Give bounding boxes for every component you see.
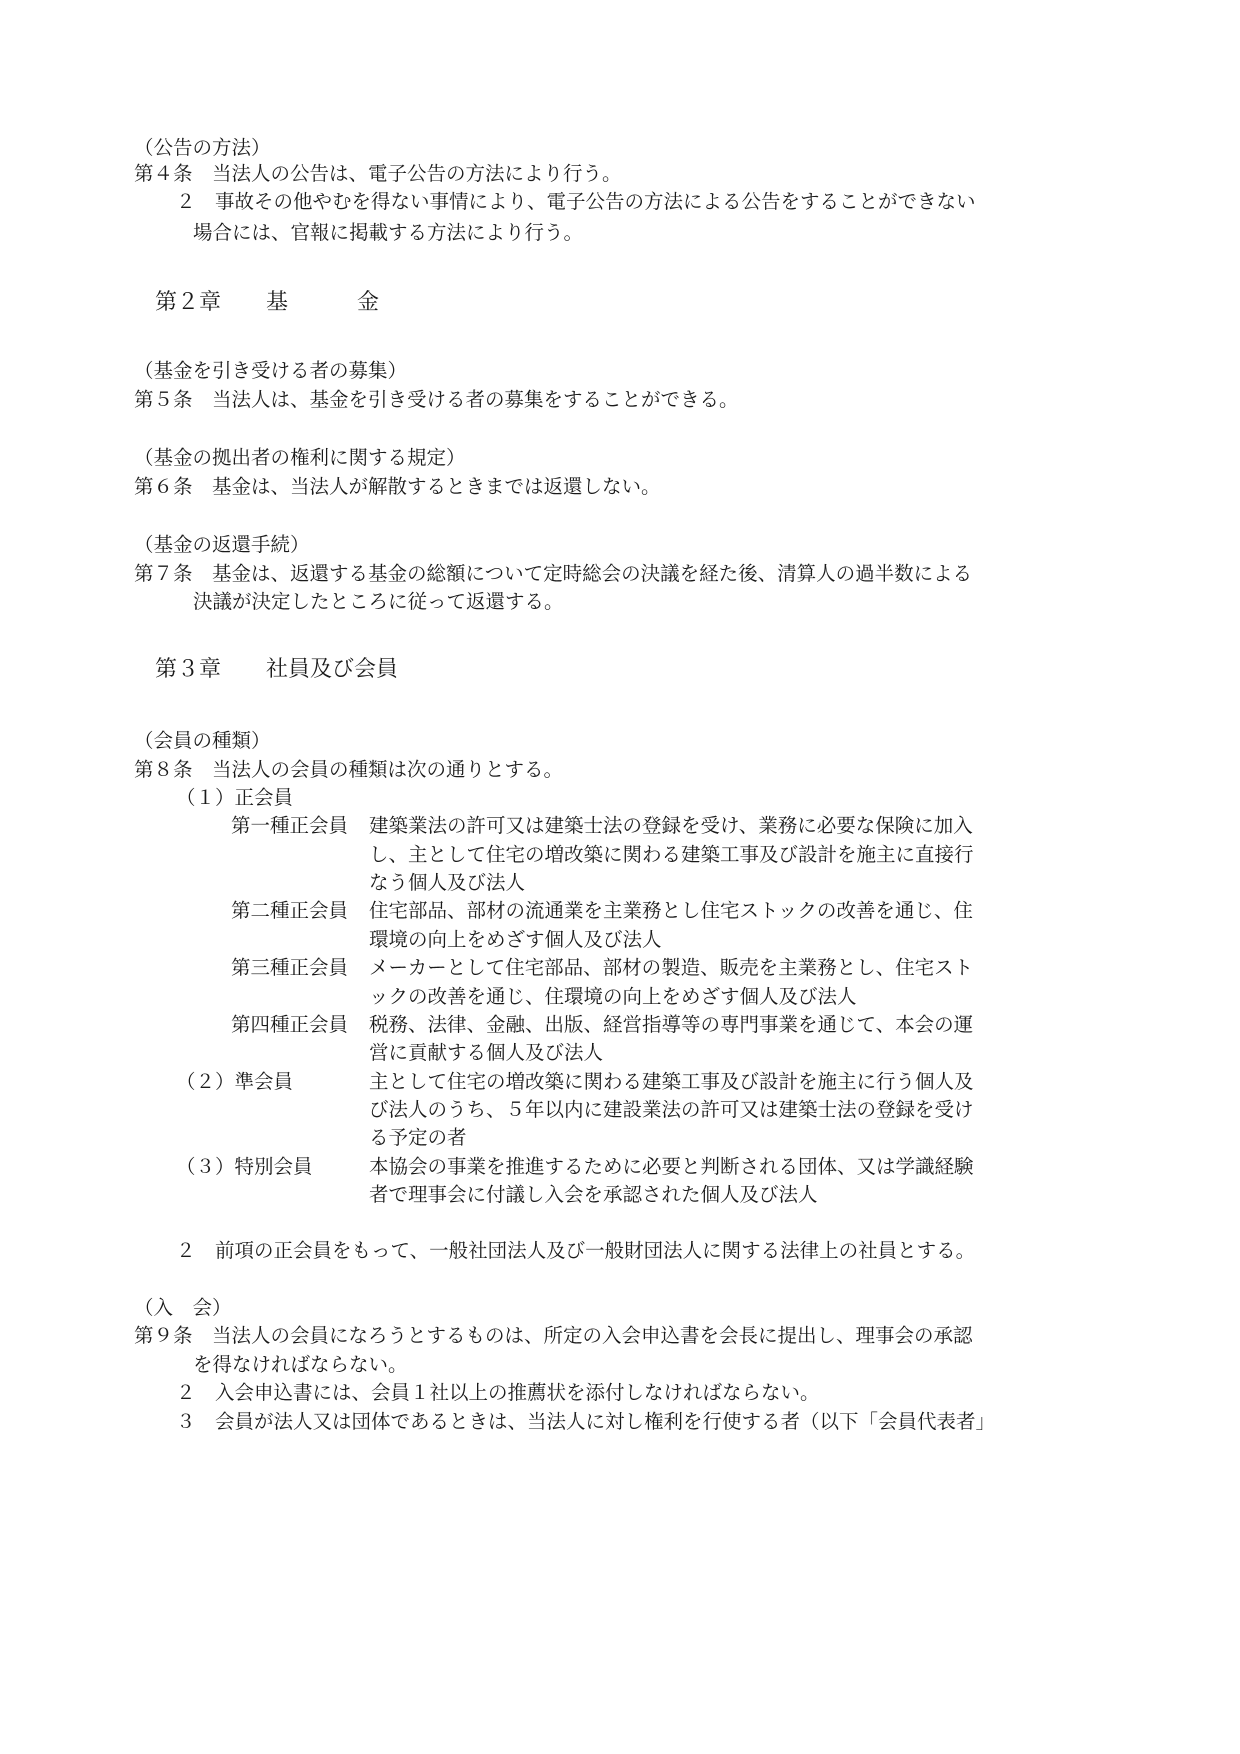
article-8-heading: （会員の種類）	[134, 729, 271, 752]
article-5-line-1: 第５条 当法人は、基金を引き受ける者の募集をすることができる。	[134, 388, 739, 411]
member-type-2-label: 第二種正会員	[231, 899, 349, 922]
member-type-1-label: 第一種正会員	[231, 814, 349, 837]
member-type-4-desc-line-2: 営に貢献する個人及び法人	[369, 1041, 604, 1064]
article-9-para-2: ２ 入会申込書には、会員１社以上の推薦状を添付しなければならない。	[176, 1381, 820, 1404]
member-type-1-desc-line-1: 建築業法の許可又は建築士法の登録を受け、業務に必要な保険に加入	[369, 814, 973, 837]
item-2-desc-line-1: 主として住宅の増改築に関わる建築工事及び設計を施主に行う個人及	[369, 1070, 974, 1093]
member-type-1-desc-line-2: し、主として住宅の増改築に関わる建築工事及び設計を施主に直接行	[369, 843, 974, 866]
item-3-desc-line-1: 本協会の事業を推進するために必要と判断される団体、又は学識経験	[369, 1155, 974, 1178]
article-8-para-2: ２ 前項の正会員をもって、一般社団法人及び一般財団法人に関する法律上の社員とする。	[176, 1239, 976, 1262]
member-type-2-desc-line-2: 環境の向上をめざす個人及び法人	[369, 928, 662, 951]
chapter-2-title-char-2: 金	[357, 290, 380, 315]
chapter-2-title-char-1: 基	[266, 290, 289, 315]
article-4-heading: （公告の方法）	[134, 136, 271, 159]
member-type-3-desc-line-1: メーカーとして住宅部品、部材の製造、販売を主業務とし、住宅スト	[369, 956, 974, 979]
item-2-label: （２）準会員	[176, 1070, 294, 1093]
member-type-4-label: 第四種正会員	[231, 1013, 349, 1036]
member-type-1-desc-line-3: なう個人及び法人	[369, 871, 526, 894]
article-9-heading: （入 会）	[134, 1296, 232, 1319]
item-3-label: （３）特別会員	[176, 1155, 313, 1178]
member-type-4-desc-line-1: 税務、法律、金融、出版、経営指導等の専門事業を通じて、本会の運	[369, 1013, 974, 1036]
article-8-line-1: 第８条 当法人の会員の種類は次の通りとする。	[134, 758, 564, 781]
member-type-3-desc-line-2: ックの改善を通じ、住環境の向上をめざす個人及び法人	[369, 985, 857, 1008]
article-5-heading: （基金を引き受ける者の募集）	[134, 359, 408, 382]
article-9-line-2: を得なければならない。	[193, 1353, 408, 1376]
member-type-2-desc-line-1: 住宅部品、部材の流通業を主業務とし住宅ストックの改善を通じ、住	[369, 899, 973, 922]
article-6-heading: （基金の拠出者の権利に関する規定）	[134, 446, 466, 469]
article-9-para-3: ３ 会員が法人又は団体であるときは、当法人に対し権利を行使する者（以下「会員代表者」	[176, 1410, 996, 1433]
article-7-line-1: 第７条 基金は、返還する基金の総額について定時総会の決議を経た後、清算人の過半数による	[134, 562, 973, 585]
article-4-line-1: 第４条 当法人の公告は、電子公告の方法により行う。	[134, 162, 622, 185]
item-1-label: （１）正会員	[176, 786, 294, 809]
chapter-3-title: 社員及び会員	[266, 657, 399, 682]
article-4-para-2-line-1: ２ 事故その他やむを得ない事情により、電子公告の方法による公告をすることができない	[176, 190, 976, 213]
article-4-para-2-line-2: 場合には、官報に掲載する方法により行う。	[193, 221, 584, 244]
member-type-3-label: 第三種正会員	[231, 956, 349, 979]
chapter-3-number: 第３章	[155, 657, 222, 682]
item-3-desc-line-2: 者で理事会に付議し入会を承認された個人及び法人	[369, 1183, 818, 1206]
item-2-desc-line-3: る予定の者	[369, 1126, 467, 1149]
article-9-line-1: 第９条 当法人の会員になろうとするものは、所定の入会申込書を会長に提出し、理事会の承認	[134, 1324, 973, 1347]
article-7-line-2: 決議が決定したところに従って返還する。	[193, 590, 564, 613]
chapter-2-number: 第２章	[155, 290, 222, 315]
item-2-desc-line-2: び法人のうち、５年以内に建設業法の許可又は建築士法の登録を受け	[369, 1098, 974, 1121]
article-7-heading: （基金の返還手続）	[134, 533, 310, 556]
article-6-line-1: 第６条 基金は、当法人が解散するときまでは返還しない。	[134, 475, 661, 498]
